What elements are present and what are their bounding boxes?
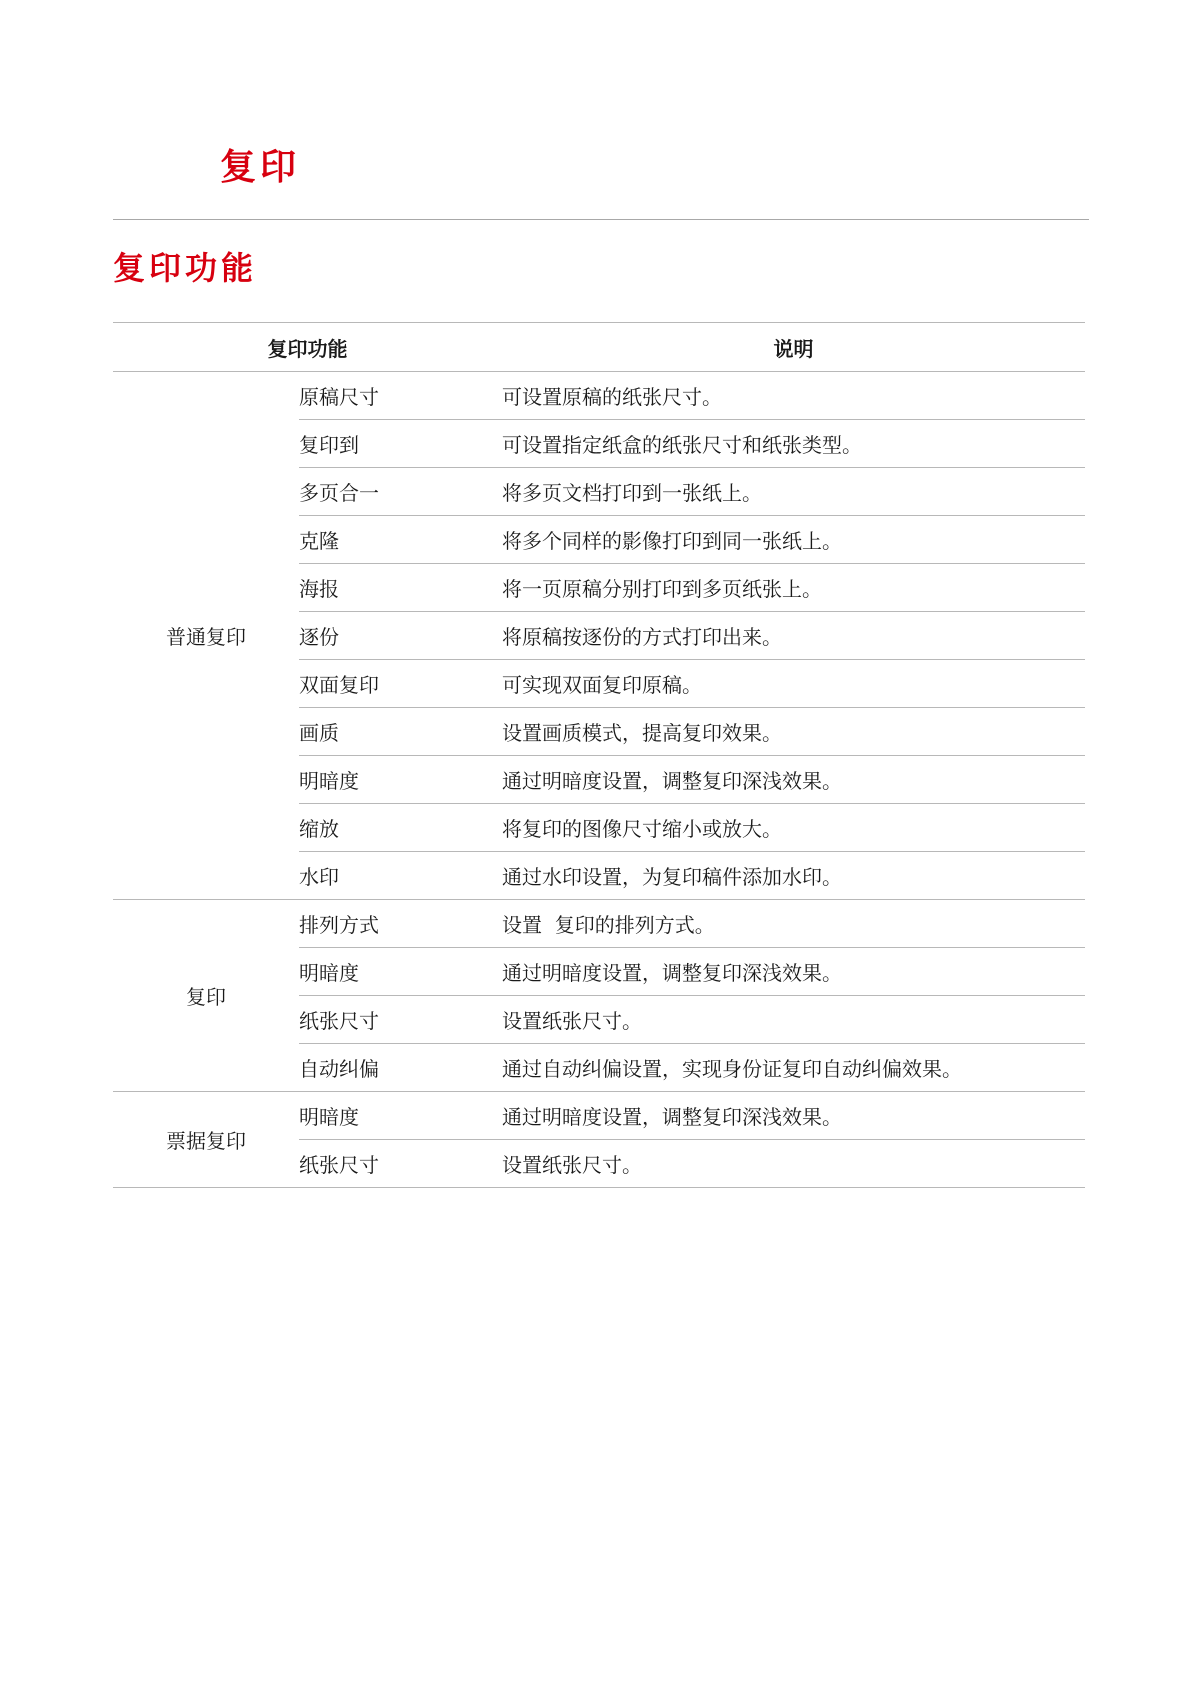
description-cell: 可设置指定纸盒的纸张尺寸和纸张类型。 bbox=[502, 420, 1085, 468]
feature-cell: 水印 bbox=[299, 852, 502, 900]
description-cell: 可实现双面复印原稿。 bbox=[502, 660, 1085, 708]
description-cell: 通过水印设置，为复印稿件添加水印。 bbox=[502, 852, 1085, 900]
description-cell: 通过明暗度设置，调整复印深浅效果。 bbox=[502, 948, 1085, 996]
description-cell: 将复印的图像尺寸缩小或放大。 bbox=[502, 804, 1085, 852]
description-cell: 通过明暗度设置，调整复印深浅效果。 bbox=[502, 756, 1085, 804]
description-cell: 将多个同样的影像打印到同一张纸上。 bbox=[502, 516, 1085, 564]
description-cell: 将一页原稿分别打印到多页纸张上。 bbox=[502, 564, 1085, 612]
chapter-title: 复印 bbox=[220, 147, 301, 188]
feature-cell: 排列方式 bbox=[299, 900, 502, 948]
section-title: 复印功能 bbox=[113, 249, 258, 287]
description-cell: 设置纸张尺寸。 bbox=[502, 1140, 1085, 1188]
table-row bbox=[113, 1092, 1085, 1140]
feature-cell: 多页合一 bbox=[299, 468, 502, 516]
feature-cell: 双面复印 bbox=[299, 660, 502, 708]
description-cell: 设置纸张尺寸。 bbox=[502, 996, 1085, 1044]
group-name-cell: 票据复印 bbox=[113, 1092, 299, 1188]
feature-cell: 纸张尺寸 bbox=[299, 996, 502, 1044]
description-cell: 将原稿按逐份的方式打印出来。 bbox=[502, 612, 1085, 660]
description-cell: 通过自动纠偏设置，实现身份证复印自动纠偏效果。 bbox=[502, 1044, 1085, 1092]
group-name-cell: 复印 bbox=[113, 900, 299, 1092]
header-feature: 复印功能 bbox=[113, 323, 502, 372]
chapter-divider bbox=[113, 219, 1089, 220]
feature-cell: 复印到 bbox=[299, 420, 502, 468]
table-row bbox=[113, 372, 1085, 420]
group-name-cell: 普通复印 bbox=[113, 372, 299, 900]
header-description: 说明 bbox=[502, 323, 1085, 372]
description-cell: 设置 复印的排列方式。 bbox=[502, 900, 1085, 948]
feature-cell: 自动纠偏 bbox=[299, 1044, 502, 1092]
feature-cell: 逐份 bbox=[299, 612, 502, 660]
description-cell: 将多页文档打印到一张纸上。 bbox=[502, 468, 1085, 516]
feature-cell: 海报 bbox=[299, 564, 502, 612]
table-header-row bbox=[113, 323, 1085, 372]
feature-cell: 缩放 bbox=[299, 804, 502, 852]
feature-cell: 原稿尺寸 bbox=[299, 372, 502, 420]
feature-cell: 明暗度 bbox=[299, 948, 502, 996]
description-cell: 通过明暗度设置，调整复印深浅效果。 bbox=[502, 1092, 1085, 1140]
feature-cell: 明暗度 bbox=[299, 756, 502, 804]
copy-function-table bbox=[113, 322, 1085, 1188]
table-row bbox=[113, 900, 1085, 948]
table-body bbox=[113, 372, 1085, 1188]
feature-cell: 纸张尺寸 bbox=[299, 1140, 502, 1188]
feature-cell: 明暗度 bbox=[299, 1092, 502, 1140]
feature-cell: 克隆 bbox=[299, 516, 502, 564]
description-cell: 设置画质模式，提高复印效果。 bbox=[502, 708, 1085, 756]
feature-cell: 画质 bbox=[299, 708, 502, 756]
description-cell: 可设置原稿的纸张尺寸。 bbox=[502, 372, 1085, 420]
